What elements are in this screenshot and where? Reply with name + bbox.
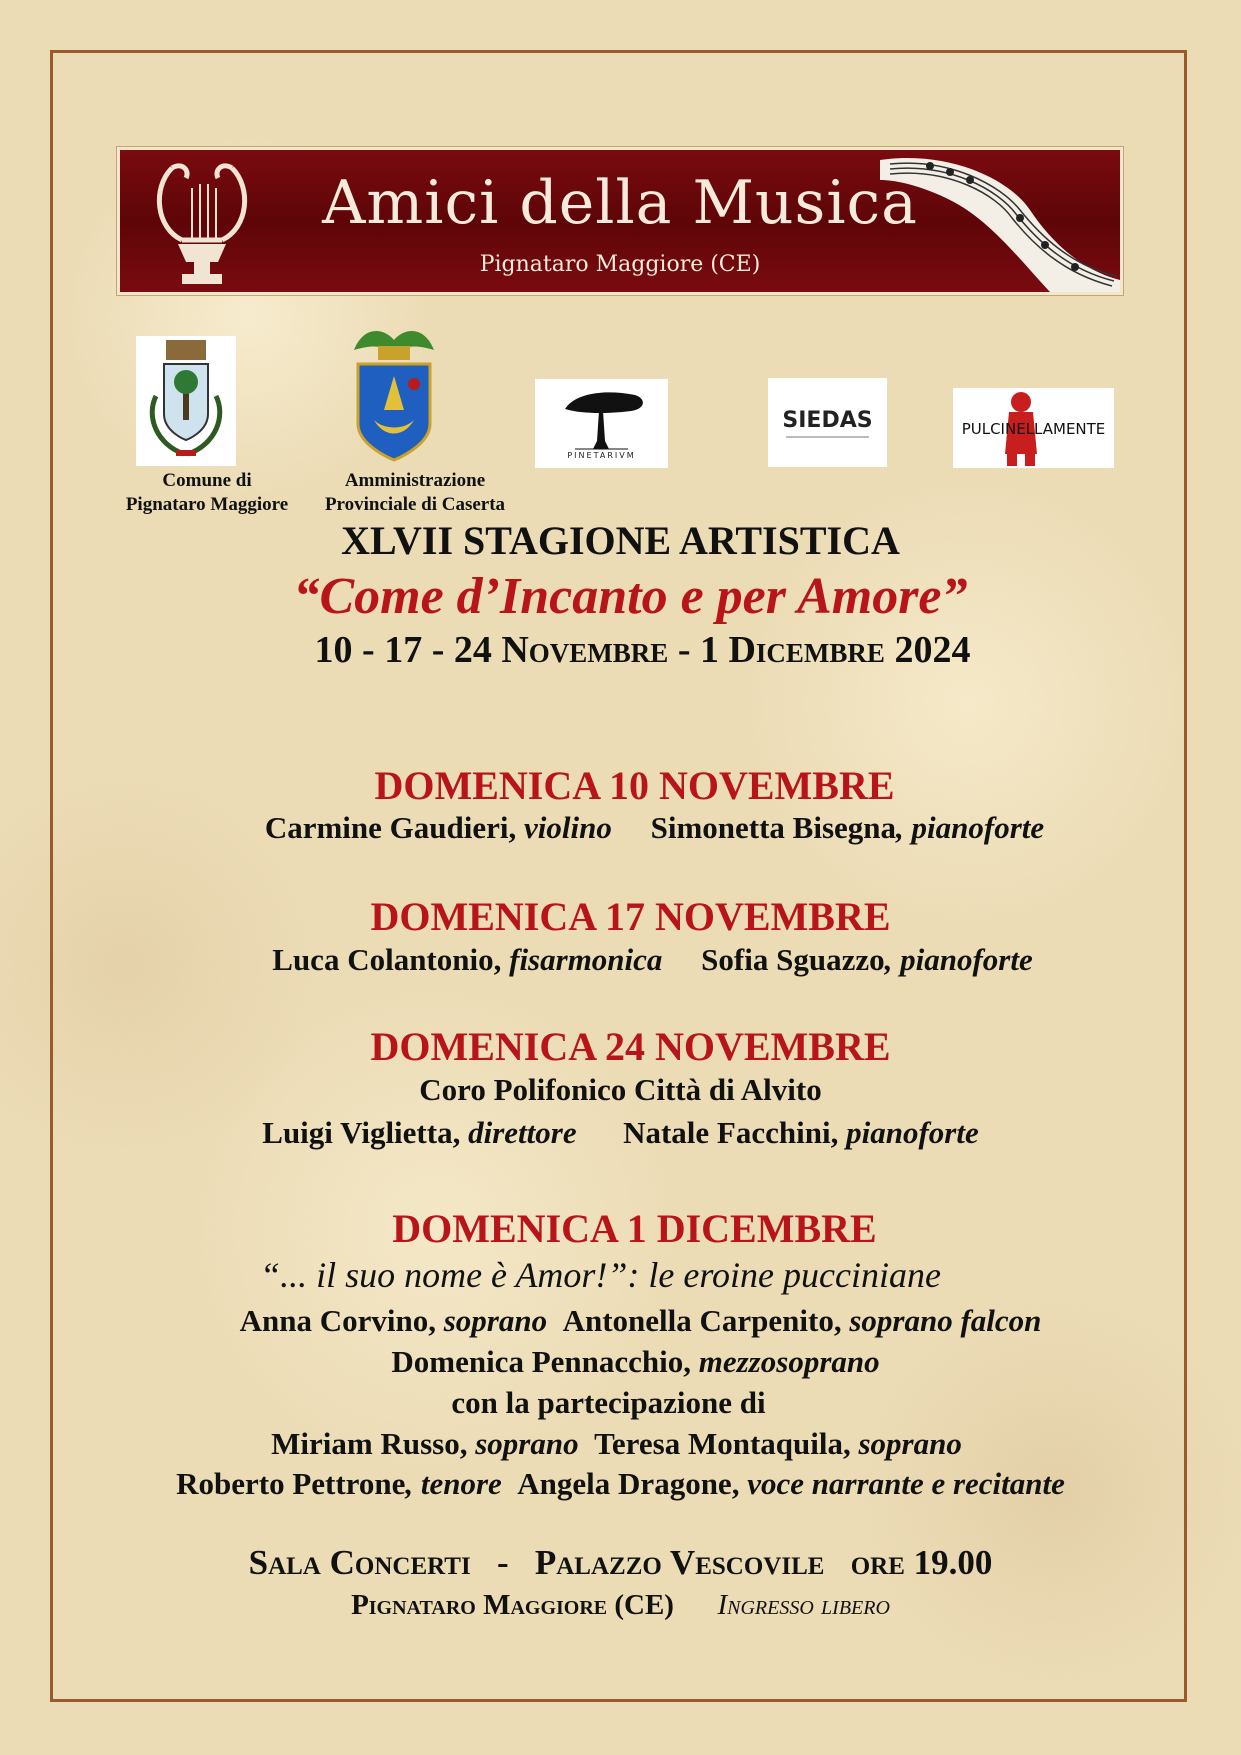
concert-4-date: DOMENICA 1 DICEMBRE [392,1206,877,1251]
siedas-logo [768,378,887,467]
comune-caption: Comune di Pignataro Maggiore [125,470,289,515]
siedas-text: SIEDAS [782,408,873,433]
concert-3-date: DOMENICA 24 NOVEMBRE [370,1024,891,1069]
concert-3-performers: Luigi Viglietta, direttore Natale Facchini, pianoforte [262,1115,979,1150]
music-sheet-icon [870,150,1120,292]
venue-line: Sala Concerti - Palazzo Vescovile ore 19.00 [248,1543,993,1582]
amici-della-musica-banner [117,147,1123,295]
pulcinellamente-text: PULCINELLAMENTE [961,420,1106,438]
concert-4-line1: Anna Corvino, soprano Antonella Carpenito, soprano falcon [239,1303,1042,1338]
provincia-crest-icon [344,320,444,468]
concert-3-ensemble: Coro Polifonico Città di Alvito [419,1072,822,1107]
concert-4-line2: Domenica Pennacchio, mezzosoprano [391,1344,880,1379]
provincia-crest [344,320,444,468]
comune-crest-icon [136,336,236,466]
concert-2-date: DOMENICA 17 NOVEMBRE [370,894,891,939]
town-line: Pignataro Maggiore (CE) Ingresso libero [351,1589,890,1621]
banner-title: Amici della Musica [322,168,918,238]
concert-4-line3: Miriam Russo, soprano Teresa Montaquila, soprano [271,1426,962,1461]
banner-subtitle: Pignataro Maggiore (CE) [479,252,761,277]
siedas-underline [786,436,869,438]
pinetarium-logo [535,379,668,468]
season-motto: “Come d’Incanto e per Amore” [293,568,968,625]
pinetarium-text: PINETARIVM [567,451,636,460]
season-dates: 10 - 17 - 24 Novembre - 1 Dicembre 2024 [314,629,971,671]
concert-4-line4: Roberto Pettrone, tenore Angela Dragone, voce narrante e recitante [176,1466,1065,1501]
concert-4-participation: con la partecipazione di [451,1385,766,1420]
concert-2-performers: Luca Colantonio, fisarmonica Sofia Sguazzo, pianoforte [272,942,1033,977]
pulcinellamente-logo [953,388,1114,468]
lyre-icon [142,158,262,290]
comune-crest [136,336,236,466]
season-title: XLVII STAGIONE ARTISTICA [341,518,900,563]
concert-1-performers: Carmine Gaudieri, violino Simonetta Bisegna, pianoforte [264,810,1045,845]
concert-1-date: DOMENICA 10 NOVEMBRE [374,763,895,808]
provincia-caption: Amministrazione Provinciale di Caserta [324,470,506,515]
concert-4-program: “... il suo nome è Amor!”: le eroine pucciniane [260,1255,941,1295]
